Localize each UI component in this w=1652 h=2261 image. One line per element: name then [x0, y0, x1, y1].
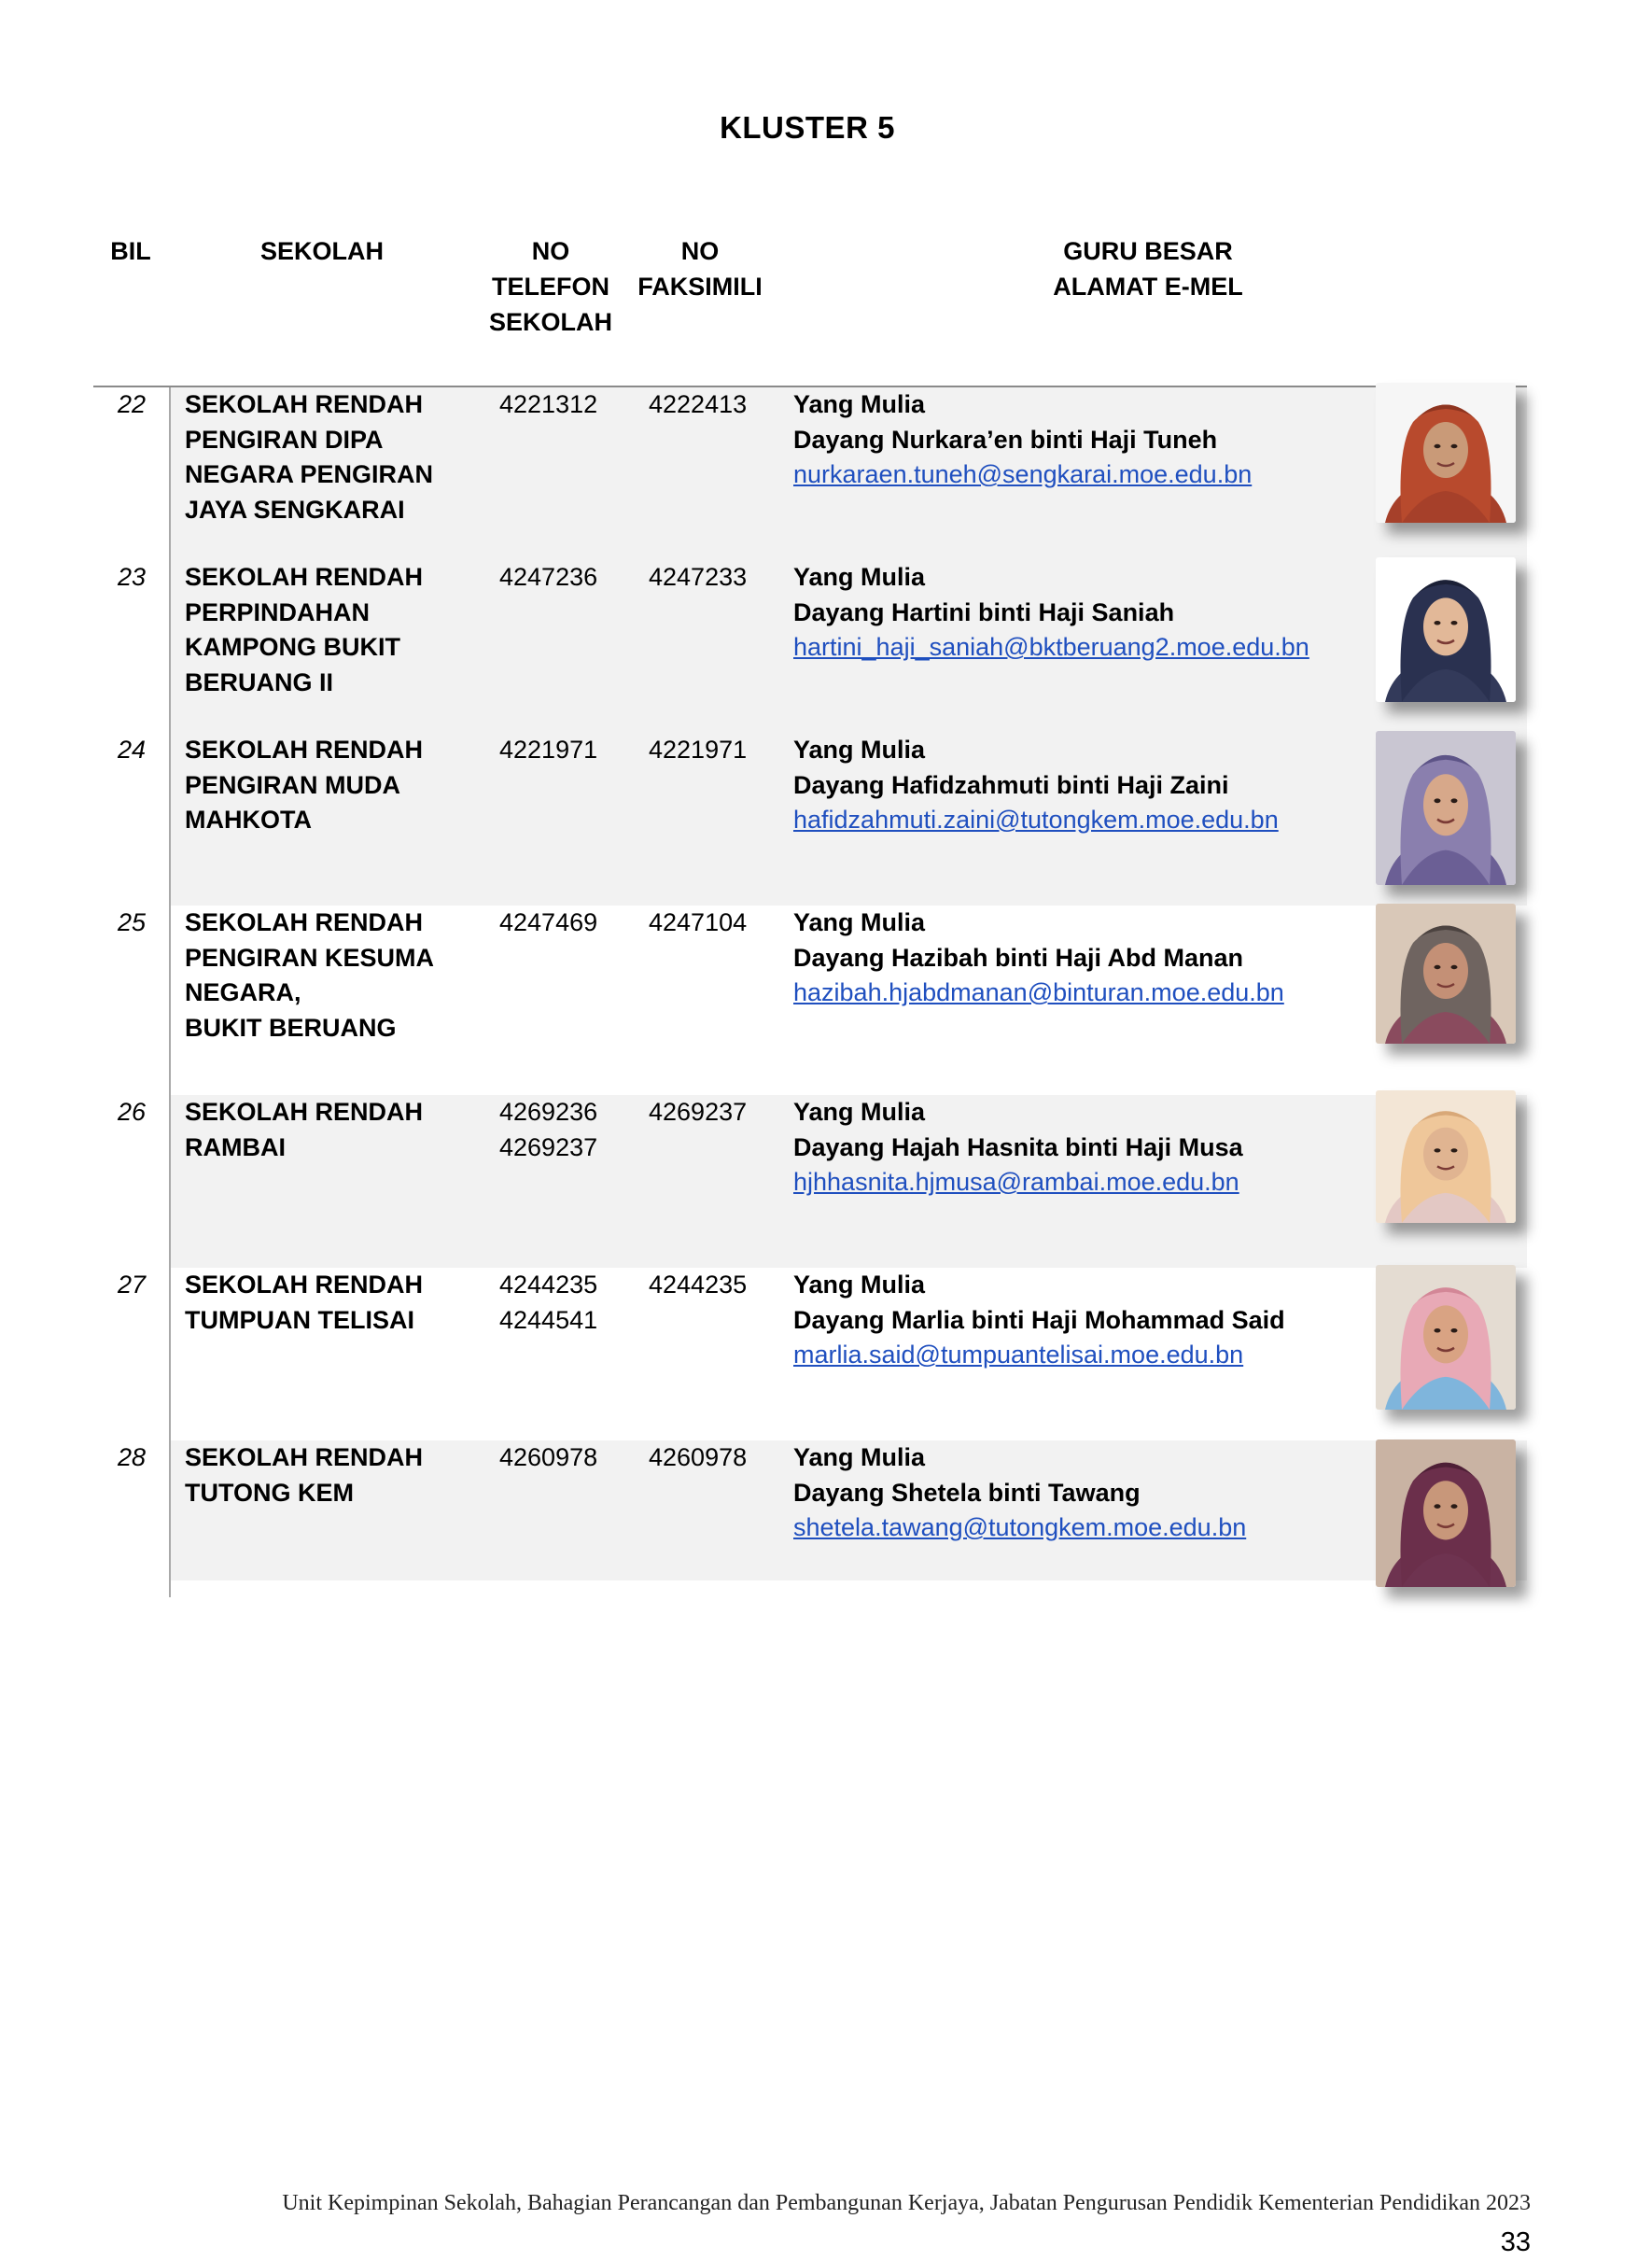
school-name-line: KAMPONG BUKIT	[185, 633, 400, 661]
head-teacher	[793, 1440, 1447, 1546]
school-name	[185, 1095, 465, 1165]
school-name	[185, 906, 465, 1046]
header-telefon-line: NO	[531, 237, 570, 265]
header-guru-line: ALAMAT E-MEL	[1053, 273, 1243, 301]
phone-number	[499, 1095, 621, 1165]
fax-number: 4221971	[649, 736, 748, 764]
header-faksimili-line: NO	[680, 237, 720, 265]
head-teacher-title: Yang Mulia	[793, 908, 926, 936]
avatar	[1376, 731, 1516, 885]
portrait-image	[1376, 904, 1516, 1044]
head-teacher-title: Yang Mulia	[793, 390, 926, 418]
row-number: 26	[117, 1098, 147, 1126]
row-number: 23	[117, 563, 147, 591]
header-telefon-line: TELEFON	[492, 273, 609, 301]
school-name	[185, 560, 465, 700]
row-number: 22	[117, 390, 147, 418]
school-name-line: PENGIRAN KESUMA	[185, 943, 435, 972]
fax-number: 4247104	[649, 908, 748, 936]
head-teacher-email-link[interactable]: hjhhasnita.hjmusa@rambai.moe.edu.bn	[793, 1168, 1239, 1196]
head-teacher-email-link[interactable]: marlia.said@tumpuantelisai.moe.edu.bn	[793, 1341, 1244, 1369]
head-teacher-email-link[interactable]: hafidzahmuti.zaini@tutongkem.moe.edu.bn	[793, 806, 1279, 834]
phone-number-line: 4221971	[499, 736, 598, 764]
phone-number	[499, 733, 621, 768]
head-teacher-title: Yang Mulia	[793, 1098, 926, 1126]
header-bil: BIL	[110, 237, 151, 265]
page-footer: Unit Kepimpinan Sekolah, Bahagian Perancangan dan Pembangunan Kerjaya, Jabatan Pengurusan Pendidik Kementerian Pendidikan 2023	[282, 2191, 1531, 2215]
phone-number-line: 4247469	[499, 908, 598, 936]
school-name	[185, 1268, 465, 1338]
school-name-line: SEKOLAH RENDAH	[185, 736, 424, 764]
header-telefon-line: SEKOLAH	[488, 308, 612, 336]
avatar	[1376, 904, 1516, 1044]
school-name-line: NEGARA,	[185, 978, 301, 1006]
head-teacher-title: Yang Mulia	[793, 1271, 926, 1299]
fax-number: 4269237	[649, 1098, 748, 1126]
portrait-image	[1376, 1439, 1516, 1587]
school-name	[185, 1440, 465, 1510]
table-row	[93, 733, 1527, 906]
head-teacher-email-link[interactable]: nurkaraen.tuneh@sengkarai.moe.edu.bn	[793, 460, 1253, 488]
page-title: KLUSTER 5	[720, 110, 895, 145]
head-teacher-name: Dayang Shetela binti Tawang	[793, 1478, 1141, 1507]
table-row	[93, 1268, 1527, 1440]
phone-number-line: 4244235	[499, 1271, 598, 1299]
head-teacher-title: Yang Mulia	[793, 1443, 926, 1471]
row-number: 25	[117, 908, 147, 936]
header-sekolah: SEKOLAH	[259, 237, 384, 265]
school-name-line: TUTONG KEM	[185, 1478, 354, 1507]
head-teacher-name: Dayang Hafidzahmuti binti Haji Zaini	[793, 770, 1229, 799]
avatar	[1376, 1439, 1516, 1587]
school-name-line: BUKIT BERUANG	[185, 1013, 397, 1042]
header-faksimili-line: FAKSIMILI	[637, 273, 763, 301]
head-teacher	[793, 560, 1447, 666]
school-name-line: SEKOLAH RENDAH	[185, 1271, 424, 1299]
phone-number-line: 4260978	[499, 1443, 598, 1471]
page-number: 33	[1500, 2227, 1531, 2257]
phone-number	[499, 387, 621, 423]
school-name-line: SEKOLAH RENDAH	[185, 908, 424, 936]
head-teacher-name: Dayang Nurkara’en binti Haji Tuneh	[793, 425, 1218, 454]
school-name-line: PENGIRAN MUDA	[185, 770, 401, 799]
portrait-image	[1376, 1090, 1516, 1223]
head-teacher	[793, 1268, 1447, 1373]
table-row	[93, 560, 1527, 733]
phone-number-line: 4244541	[499, 1305, 598, 1334]
phone-number-line: 4269237	[499, 1132, 598, 1161]
phone-number-line: 4221312	[499, 390, 598, 418]
header-guru-line: GURU BESAR	[1063, 237, 1233, 265]
school-name-line: BERUANG II	[185, 667, 334, 696]
fax-number: 4244235	[649, 1271, 748, 1299]
phone-number-line: 4269236	[499, 1098, 598, 1126]
head-teacher-name: Dayang Hartini binti Haji Saniah	[793, 597, 1175, 626]
head-teacher-name: Dayang Hazibah binti Haji Abd Manan	[793, 943, 1244, 972]
fax-number: 4260978	[649, 1443, 748, 1471]
head-teacher-email-link[interactable]: hartini_haji_saniah@bktberuang2.moe.edu.bn	[793, 633, 1309, 661]
row-number: 27	[117, 1271, 147, 1299]
phone-number	[499, 906, 621, 941]
head-teacher	[793, 906, 1447, 1011]
school-name	[185, 733, 465, 838]
school-name-line: JAYA SENGKARAI	[185, 495, 405, 524]
phone-number	[499, 560, 621, 596]
head-teacher-email-link[interactable]: hazibah.hjabdmanan@binturan.moe.edu.bn	[793, 978, 1284, 1006]
head-teacher-email-link[interactable]: shetela.tawang@tutongkem.moe.edu.bn	[793, 1513, 1247, 1541]
head-teacher	[793, 387, 1447, 493]
school-name-line: TUMPUAN TELISAI	[185, 1305, 414, 1334]
fax-number: 4247233	[649, 563, 748, 591]
school-name-line: RAMBAI	[185, 1132, 286, 1161]
table-row	[93, 906, 1527, 1095]
school-name	[185, 387, 465, 527]
phone-number-line: 4247236	[499, 563, 598, 591]
phone-number	[499, 1440, 621, 1476]
table-row	[93, 387, 1527, 560]
table-row	[93, 1095, 1527, 1268]
portrait-image	[1376, 731, 1516, 885]
table-row	[93, 1440, 1527, 1580]
portrait-image	[1376, 383, 1516, 523]
head-teacher	[793, 1095, 1447, 1201]
school-name-line: SEKOLAH RENDAH	[185, 390, 424, 418]
row-number: 24	[117, 736, 147, 764]
school-name-line: PENGIRAN DIPA	[185, 425, 384, 454]
school-name-line: SEKOLAH RENDAH	[185, 1098, 424, 1126]
avatar	[1376, 1090, 1516, 1223]
head-teacher-title: Yang Mulia	[793, 736, 926, 764]
school-name-line: SEKOLAH RENDAH	[185, 1443, 424, 1471]
avatar	[1376, 557, 1516, 702]
head-teacher-title: Yang Mulia	[793, 563, 926, 591]
head-teacher-name: Dayang Marlia binti Haji Mohammad Said	[793, 1305, 1285, 1334]
school-name-line: NEGARA PENGIRAN	[185, 460, 434, 488]
avatar	[1376, 1265, 1516, 1410]
phone-number	[499, 1268, 621, 1338]
school-name-line: MAHKOTA	[185, 806, 312, 834]
fax-number: 4222413	[649, 390, 748, 418]
avatar	[1376, 383, 1516, 523]
portrait-image	[1376, 1265, 1516, 1410]
portrait-image	[1376, 557, 1516, 702]
head-teacher	[793, 733, 1447, 838]
row-number: 28	[117, 1443, 147, 1471]
head-teacher-name: Dayang Hajah Hasnita binti Haji Musa	[793, 1132, 1243, 1161]
school-name-line: SEKOLAH RENDAH	[185, 563, 424, 591]
school-name-line: PERPINDAHAN	[185, 597, 371, 626]
